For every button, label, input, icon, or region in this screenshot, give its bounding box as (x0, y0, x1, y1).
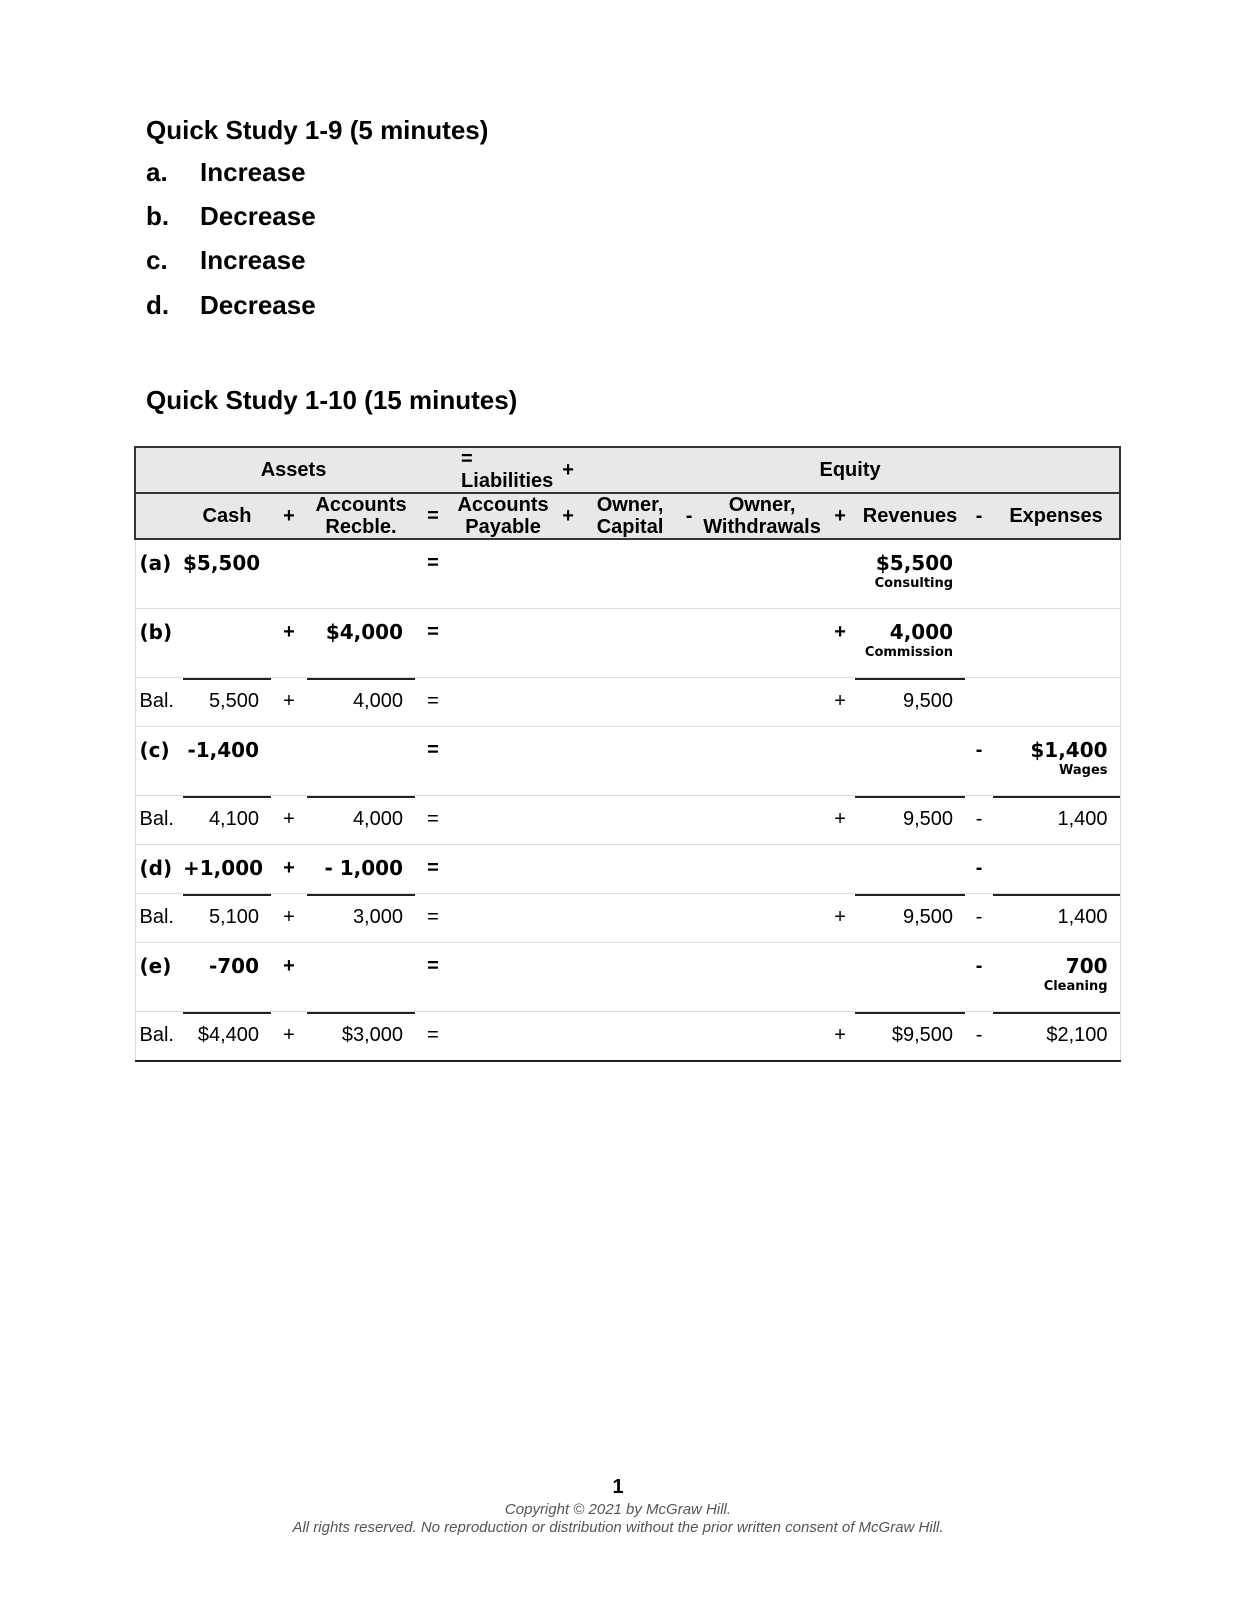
answer-letter: d. (146, 290, 170, 320)
ap-cell (451, 678, 555, 727)
minus-cell: - (965, 727, 993, 796)
expenses-cell (993, 609, 1120, 678)
table-row (135, 845, 1120, 894)
ar-cell: $4,000 (307, 609, 415, 678)
row-label: Bal. (135, 894, 183, 943)
op-cell (679, 609, 699, 678)
expenses-cell (993, 678, 1120, 727)
ar-cell (307, 539, 415, 609)
minus-cell: - (965, 1012, 993, 1062)
answer-a (146, 157, 306, 188)
expense-note: Wages (1059, 763, 1108, 778)
expenses-cell (993, 845, 1120, 894)
plus-sign: + (825, 493, 855, 539)
op-cell (679, 894, 699, 943)
withdrawals-cell (699, 943, 825, 1012)
cash-cell: 4,100 (183, 796, 271, 845)
equals-sign: = (415, 493, 451, 539)
cash-header: Cash (183, 493, 271, 539)
equals-cell: = (415, 1012, 451, 1062)
answer-d (146, 290, 316, 321)
ap-cell (451, 943, 555, 1012)
revenues-cell: 9,500 (855, 796, 965, 845)
withdrawals-cell (699, 539, 825, 609)
header-line: Accounts (315, 494, 407, 516)
accounting-equation-table (134, 446, 1121, 1062)
plus-cell: + (825, 894, 855, 943)
revenues-cell: 9,500 (855, 894, 965, 943)
op-cell (555, 796, 581, 845)
header-line: Payable (465, 516, 541, 538)
table-row (135, 678, 1120, 727)
capital-cell (581, 678, 679, 727)
op-cell (825, 727, 855, 796)
ar-cell: 4,000 (307, 796, 415, 845)
ar-cell: 3,000 (307, 894, 415, 943)
equals-cell: = (415, 678, 451, 727)
capital-cell (581, 727, 679, 796)
answer-text: Increase (200, 157, 306, 187)
minus-cell: - (965, 894, 993, 943)
op-cell (965, 609, 993, 678)
equity-header: Equity (581, 447, 1120, 493)
answer-b (146, 201, 316, 232)
expenses-cell: 1,400 (993, 894, 1120, 943)
op-cell (679, 727, 699, 796)
header-cell (451, 447, 555, 493)
revenues-cell: $5,500 Consulting (855, 539, 965, 609)
ar-cell: - 1,000 (307, 845, 415, 894)
revenues-header: Revenues (855, 493, 965, 539)
capital-cell (581, 1012, 679, 1062)
plus-cell: + (271, 796, 307, 845)
expense-note: Cleaning (1043, 979, 1108, 994)
ap-cell (451, 845, 555, 894)
op-cell (679, 845, 699, 894)
header-row-accounts (135, 493, 1120, 539)
capital-cell (581, 894, 679, 943)
row-label: (e) (135, 943, 183, 1012)
op-cell (825, 845, 855, 894)
equals-cell: = (415, 894, 451, 943)
plus-cell: + (825, 1012, 855, 1062)
plus-cell: + (825, 678, 855, 727)
revenue-note: Consulting (874, 576, 954, 591)
op-cell (555, 727, 581, 796)
equals-cell: = (415, 727, 451, 796)
withdrawals-cell (699, 796, 825, 845)
op-cell (555, 845, 581, 894)
minus-sign: - (965, 493, 993, 539)
owner-capital-header (581, 493, 679, 539)
plus-cell: + (271, 845, 307, 894)
plus-cell: + (271, 894, 307, 943)
revenue-note: Commission (864, 645, 954, 660)
plus-cell: + (825, 796, 855, 845)
cash-cell: -700 (183, 943, 271, 1012)
withdrawals-cell (699, 678, 825, 727)
row-label: Bal. (135, 1012, 183, 1062)
op-cell (965, 539, 993, 609)
expenses-cell: $2,100 (993, 1012, 1120, 1062)
op-cell (679, 678, 699, 727)
row-label: (b) (135, 609, 183, 678)
plus-sign: + (555, 493, 581, 539)
cash-cell: -1,400 (183, 727, 271, 796)
plus-cell: + (271, 678, 307, 727)
withdrawals-cell (699, 609, 825, 678)
assets-header: Assets (135, 447, 451, 493)
plus-cell: + (271, 943, 307, 1012)
revenues-cell: 9,500 (855, 678, 965, 727)
header-line: Owner, (728, 494, 796, 516)
revenues-cell: $9,500 (855, 1012, 965, 1062)
table-row (135, 609, 1120, 678)
withdrawals-cell (699, 894, 825, 943)
answer-text: Decrease (200, 290, 316, 320)
minus-cell: - (965, 943, 993, 1012)
withdrawals-cell (699, 845, 825, 894)
copyright-line: Copyright © 2021 by McGraw Hill. (504, 1501, 732, 1518)
ap-cell (451, 894, 555, 943)
equals-cell: = (415, 539, 451, 609)
header-line: Capital (596, 516, 664, 538)
ar-cell (307, 943, 415, 1012)
op-cell (271, 539, 307, 609)
row-label: (c) (135, 727, 183, 796)
accounts-payable-header (451, 493, 555, 539)
table-row (135, 539, 1120, 609)
header-line: Withdrawals (703, 516, 821, 538)
withdrawals-cell (699, 1012, 825, 1062)
revenues-cell (855, 943, 965, 1012)
table-row (135, 1012, 1120, 1062)
header-cell (135, 493, 183, 539)
capital-cell (581, 796, 679, 845)
liabilities-header: Liabilities (461, 470, 554, 492)
ap-cell (451, 539, 555, 609)
plus-sign: + (555, 447, 581, 493)
cash-cell: $5,500 (183, 539, 271, 609)
plus-cell: + (825, 609, 855, 678)
op-cell (825, 943, 855, 1012)
minus-sign: - (679, 493, 699, 539)
capital-cell (581, 609, 679, 678)
cash-cell (183, 609, 271, 678)
op-cell (679, 943, 699, 1012)
equals-cell: = (415, 845, 451, 894)
row-label: (d) (135, 845, 183, 894)
op-cell (965, 678, 993, 727)
expenses-cell: 700 Cleaning (993, 943, 1120, 1012)
quick-study-1-9-title: Quick Study 1-9 (5 minutes) (146, 115, 489, 145)
row-label: (a) (135, 539, 183, 609)
op-cell (555, 678, 581, 727)
ap-cell (451, 609, 555, 678)
equals-sign: = (461, 448, 473, 470)
expenses-cell (993, 539, 1120, 609)
op-cell (555, 609, 581, 678)
revenues-cell (855, 727, 965, 796)
table-row (135, 943, 1120, 1012)
minus-cell: - (965, 845, 993, 894)
cash-cell: +1,000 (183, 845, 271, 894)
op-cell (825, 539, 855, 609)
capital-cell (581, 845, 679, 894)
expenses-cell: 1,400 (993, 796, 1120, 845)
expenses-cell: $1,400 Wages (993, 727, 1120, 796)
cash-cell: 5,500 (183, 678, 271, 727)
header-line: Recble. (325, 516, 397, 538)
equals-cell: = (415, 796, 451, 845)
answer-letter: b. (146, 201, 170, 231)
quick-study-1-10-title: Quick Study 1-10 (15 minutes) (146, 385, 518, 415)
row-label: Bal. (135, 678, 183, 727)
minus-cell: - (965, 796, 993, 845)
plus-cell: + (271, 609, 307, 678)
op-cell (555, 539, 581, 609)
answer-letter: a. (146, 157, 168, 187)
answer-c (146, 245, 306, 276)
expenses-header: Expenses (993, 493, 1120, 539)
ar-cell (307, 727, 415, 796)
op-cell (679, 796, 699, 845)
cash-cell: 5,100 (183, 894, 271, 943)
rights-line: All rights reserved. No reproduction or distribution without the prior written consent of McGraw Hill. (292, 1519, 944, 1536)
ap-cell (451, 796, 555, 845)
table-row (135, 796, 1120, 845)
ap-cell (451, 727, 555, 796)
plus-sign: + (271, 493, 307, 539)
owner-withdrawals-header (699, 493, 825, 539)
op-cell (679, 1012, 699, 1062)
equals-cell: = (415, 609, 451, 678)
header-line: Owner, (596, 494, 664, 516)
op-cell (555, 943, 581, 1012)
header-line: Accounts (457, 494, 549, 516)
revenues-cell: 4,000 Commission (855, 609, 965, 678)
revenues-cell (855, 845, 965, 894)
equals-cell: = (415, 943, 451, 1012)
answer-text: Decrease (200, 201, 316, 231)
answer-letter: c. (146, 245, 168, 275)
ar-cell: 4,000 (307, 678, 415, 727)
table-row (135, 727, 1120, 796)
capital-cell (581, 943, 679, 1012)
op-cell (555, 1012, 581, 1062)
row-label: Bal. (135, 796, 183, 845)
header-row-groups (135, 447, 1120, 493)
capital-cell (581, 539, 679, 609)
op-cell (271, 727, 307, 796)
withdrawals-cell (699, 727, 825, 796)
answer-text: Increase (200, 245, 306, 275)
ap-cell (451, 1012, 555, 1062)
table-row (135, 894, 1120, 943)
op-cell (555, 894, 581, 943)
op-cell (679, 539, 699, 609)
plus-cell: + (271, 1012, 307, 1062)
accounts-receivable-header (307, 493, 415, 539)
ar-cell: $3,000 (307, 1012, 415, 1062)
cash-cell: $4,400 (183, 1012, 271, 1062)
page-number: 1 (612, 1476, 624, 1498)
